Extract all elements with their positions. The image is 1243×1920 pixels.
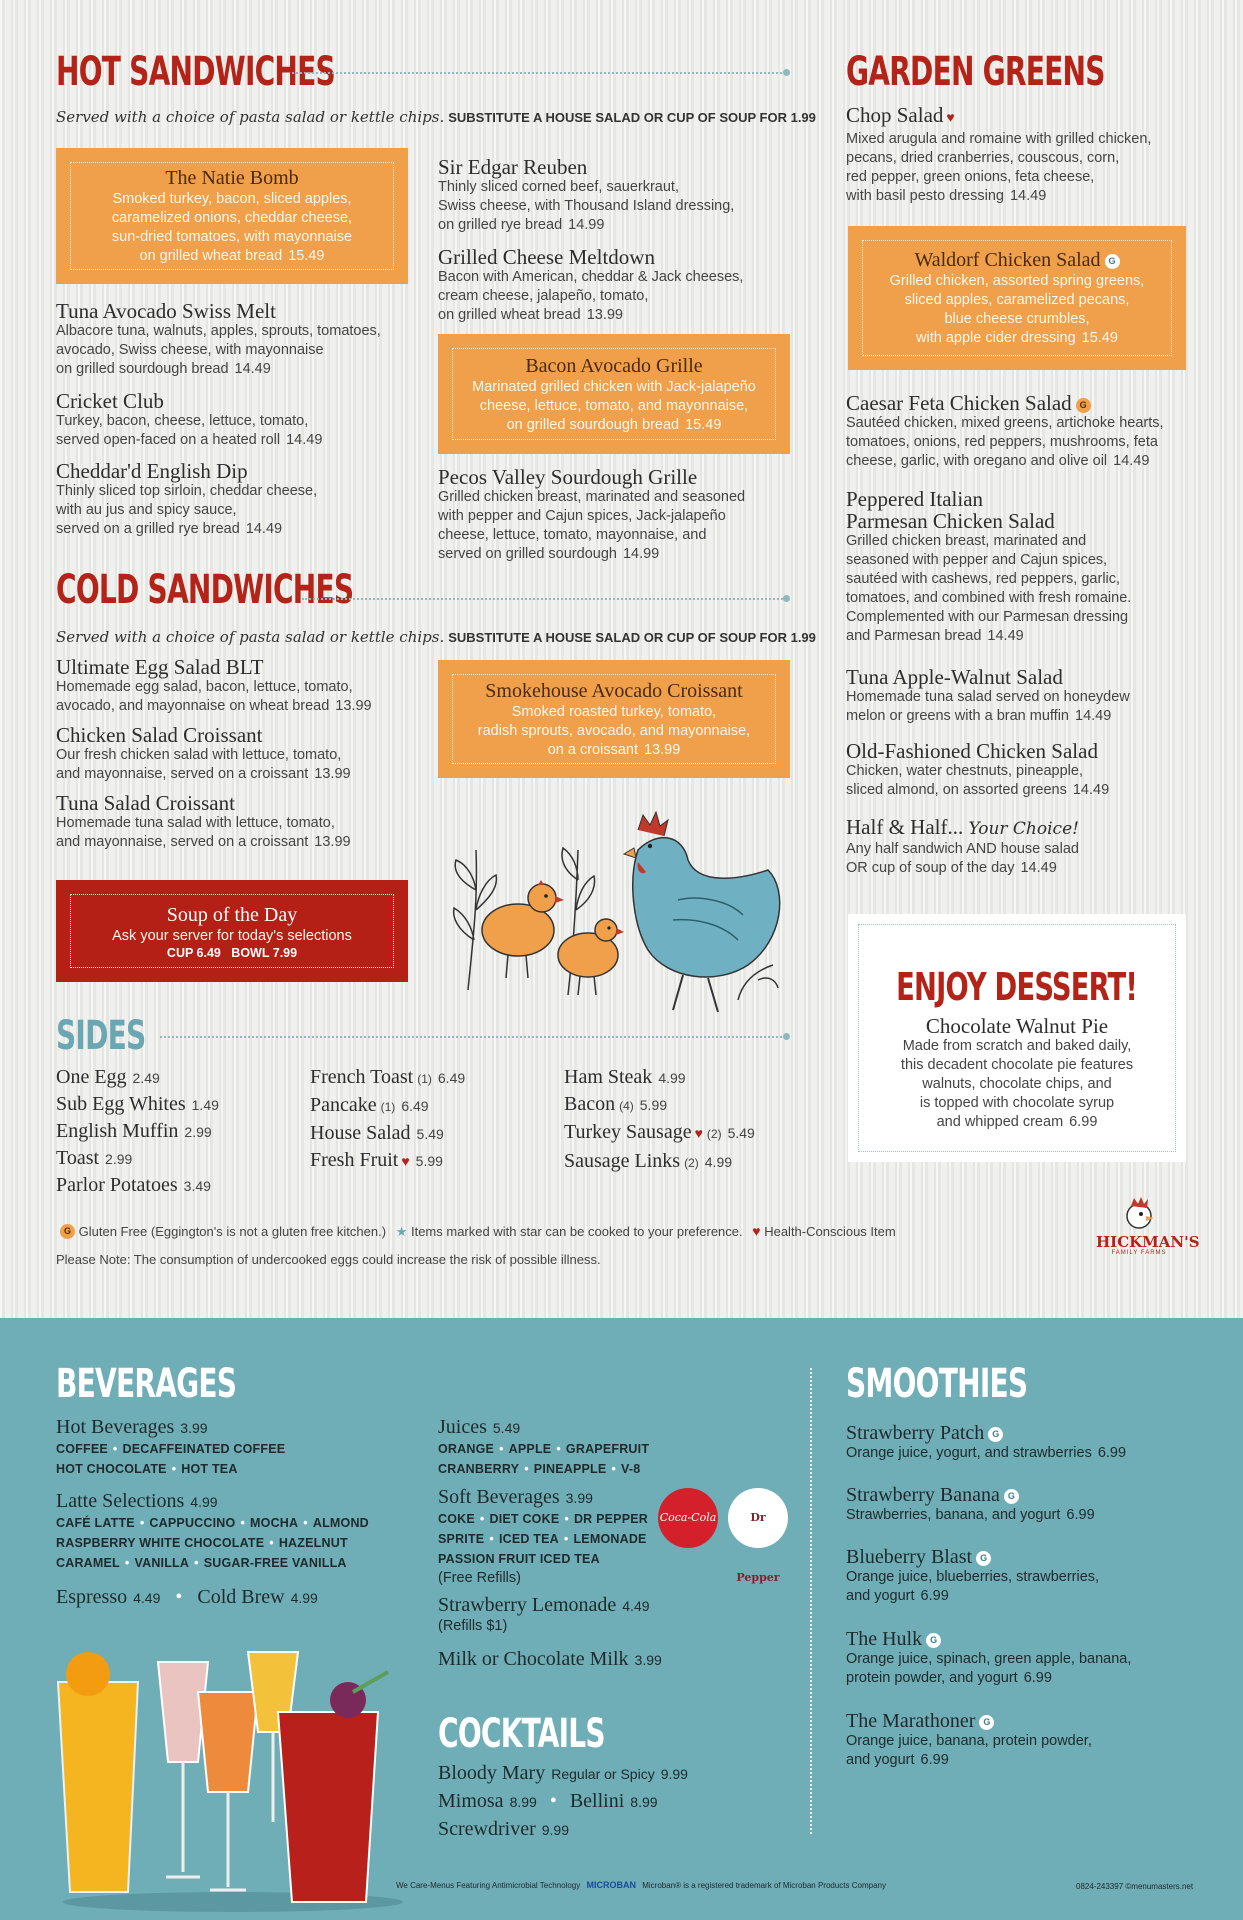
item-desc: Sautéed chicken, mixed greens, artichoke hearts, tomatoes, onions, red peppers, mushrooms, feta cheese, garlic, with oregano and olive oil 14.49 (846, 415, 1164, 469)
sides-col-3 (564, 1064, 755, 1176)
item-name: Blueberry Blast G (846, 1546, 1226, 1568)
side-item: House Salad 5.49 (310, 1122, 444, 1144)
item-desc: Grilled chicken, assorted spring greens, sliced apples, caramelized pecans, blue cheese crumbles, with apple cider dressing 15.49 (889, 273, 1145, 346)
item-desc: Albacore tuna, walnuts, apples, sprouts, tomatoes, avocado, Swiss cheese, with mayonnaise on grilled sourdough bread 14.49 (56, 323, 381, 377)
item-name: Peppered Italian Parmesan Chicken Salad (846, 487, 1055, 533)
item-desc: Smoked roasted turkey, tomato, radish sprouts, avocado, and mayonnaise, on a croissant 13.99 (477, 703, 751, 758)
smoothie-list (846, 1422, 1226, 1772)
served-text: Served with a choice of pasta salad or kettle chips. (56, 108, 445, 126)
rooster-icon (1119, 1196, 1159, 1230)
item-desc: Thinly sliced top sirloin, cheddar cheese, with au jus and spicy sauce, served on a grilled rye bread 14.49 (56, 483, 318, 537)
hot-sandwiches-title: HOT SANDWICHES (56, 49, 335, 95)
item-name: The Marathoner G (846, 1710, 1226, 1732)
gluten-free-icon: G (1076, 398, 1091, 413)
item-name: Grilled Cheese Meltdown (438, 245, 655, 269)
options: COKE • DIET COKE • DR PEPPER (438, 1512, 648, 1526)
item-name: Chocolate Walnut Pie (925, 1014, 1109, 1038)
drinks-photo (48, 1622, 418, 1914)
item-desc: Mixed arugula and romaine with grilled chicken, pecans, dried cranberries, couscous, corn, red pepper, green onions, feta cheese, with basil pesto dressing 14.49 (846, 131, 1152, 204)
gluten-free-icon: G (1105, 254, 1120, 269)
sir-edgar-reuben (438, 156, 818, 235)
hot-served-note (56, 108, 816, 126)
smoothie-item (846, 1628, 1226, 1710)
legend-star: Items marked with star can be cooked to your preference. (410, 1224, 743, 1239)
options: CRANBERRY • PINEAPPLE • V-8 (438, 1462, 641, 1476)
sides-title: SIDES (56, 1013, 146, 1059)
gluten-free-icon: G (976, 1551, 991, 1566)
cricket-club (56, 390, 426, 450)
small-chick-right (558, 919, 624, 995)
item-name: Tuna Avocado Swiss Melt (56, 299, 276, 323)
item-name: Cricket Club (56, 389, 164, 413)
natie-bomb-box (60, 152, 404, 280)
item-desc: Any half sandwich AND house salad OR cup of soup of the day 14.49 (846, 841, 1079, 876)
item-name: Pecos Valley Sourdough Grille (438, 465, 698, 489)
item-name: Latte Selections 4.99 (56, 1490, 218, 1512)
gluten-free-icon: G (926, 1633, 941, 1648)
legend-row (56, 1223, 896, 1240)
hot-beverages (56, 1416, 436, 1479)
item-name: Soup of the Day (166, 903, 298, 926)
side-item: English Muffin 2.99 (56, 1120, 212, 1142)
latte-selections (56, 1490, 436, 1573)
options: CAFÉ LATTE • CAPPUCCINO • MOCHA • ALMOND (56, 1516, 369, 1530)
item-name: Ultimate Egg Salad BLT (56, 655, 264, 679)
soup-prices: CUP 6.49 BOWL 7.99 (166, 945, 298, 960)
item-desc: Homemade egg salad, bacon, lettuce, tomato, avocado, and mayonnaise on wheat bread 13.99 (56, 679, 372, 714)
item-name: Hot Beverages 3.99 (56, 1416, 208, 1438)
item-desc: Chicken, water chestnuts, pineapple, sliced almond, on assorted greens 14.49 (846, 763, 1110, 798)
substitute-text: SUBSTITUTE A HOUSE SALAD OR CUP OF SOUP FOR 1.99 (448, 110, 816, 125)
item-name: Sir Edgar Reuben (438, 155, 588, 179)
chop-salad (846, 104, 1226, 206)
item-name: Strawberry Lemonade 4.49 (438, 1594, 650, 1616)
sides-col-2 (310, 1064, 465, 1176)
hickmans-logo (1096, 1196, 1200, 1256)
side-item: Sub Egg Whites 1.49 (56, 1093, 219, 1115)
gluten-free-icon: G (1004, 1489, 1019, 1504)
logo-subtext: FAMILY FARMS (1111, 1250, 1167, 1256)
espresso-cold-brew: Espresso 4.49 • Cold Brew 4.99 (56, 1586, 318, 1608)
side-item: Bacon (4) 5.99 (564, 1093, 668, 1115)
side-item: Turkey Sausage ♥ (2) 5.49 (564, 1121, 755, 1143)
options: COFFEE • DECAFFEINATED COFFEE (56, 1442, 286, 1456)
legend-heart: Health-Conscious Item (764, 1224, 896, 1239)
gluten-free-icon: G (979, 1715, 994, 1730)
item-name: Tuna Salad Croissant (56, 791, 235, 815)
cheddard-english-dip (56, 460, 426, 539)
options: SPRITE • ICED TEA • LEMONADE (438, 1532, 647, 1546)
options: ORANGE • APPLE • GRAPEFRUIT (438, 1442, 650, 1456)
gluten-free-icon: G (60, 1224, 75, 1239)
grilled-cheese-meltdown (438, 246, 818, 325)
peppered-italian-salad (846, 488, 1236, 646)
bloody-mary: Bloody Mary Regular or Spicy 9.99 (438, 1762, 688, 1784)
old-fashioned-chicken-salad (846, 740, 1236, 800)
substitute-text: SUBSTITUTE A HOUSE SALAD OR CUP OF SOUP FOR 1.99 (448, 630, 816, 645)
item-desc: Orange juice, yogurt, and strawberries 6.99 (846, 1445, 1127, 1461)
egg-salad-blt (56, 656, 426, 716)
logo-text: HICKMAN'S (1096, 1233, 1200, 1251)
waldorf-salad-box (852, 230, 1182, 366)
divider (160, 1036, 786, 1038)
item-name: The Hulk G (846, 1628, 1226, 1650)
chicken-illustration (438, 790, 808, 1020)
item-name: The Natie Bomb (165, 167, 299, 189)
juices (438, 1416, 818, 1479)
tuna-salad-croissant (56, 792, 426, 852)
refill-note: (Free Refills) (438, 1570, 521, 1586)
refill-note: (Refills $1) (438, 1618, 508, 1634)
divider (302, 598, 786, 600)
egg-warning: Please Note: The consumption of undercooked eggs could increase the risk of possible illness. (56, 1252, 601, 1267)
item-desc: Homemade tuna salad with lettuce, tomato, and mayonnaise, served on a croissant 13.99 (56, 815, 351, 850)
dr-pepper-logo: Dr Pepper (728, 1488, 788, 1548)
item-desc: Smoked turkey, bacon, sliced apples, caramelized onions, cheddar cheese, sun-dried tomatoes, with mayonnaise on grilled wheat bread 15.49 (111, 191, 353, 264)
item-name: Bacon Avocado Grille (525, 354, 703, 377)
item-desc: Grilled chicken breast, marinated and seasoned with pepper and Cajun spices, Jack-jalapeño cheese, lettuce, tomato, mayonnaise, and served on grilled sourdough 14.99 (438, 489, 746, 562)
smoothie-item (846, 1422, 1226, 1484)
item-name: Strawberry Banana G (846, 1484, 1226, 1506)
legend-gluten: Gluten Free (Eggington's is not a gluten free kitchen.) (78, 1224, 387, 1239)
item-name: Tuna Apple-Walnut Salad (846, 665, 1063, 689)
star-icon: ★ (395, 1224, 408, 1239)
side-item: Pancake (1) 6.49 (310, 1094, 429, 1116)
pecos-valley-grille (438, 466, 818, 564)
options: RASPBERRY WHITE CHOCOLATE • HAZELNUT (56, 1536, 348, 1550)
microban-footer: We Care-Menus Featuring Antimicrobial Technology MICROBAN Microban® is a registered trademark of Microban Products Company (396, 1880, 886, 1890)
item-desc: Thinly sliced corned beef, sauerkraut, Swiss cheese, with Thousand Island dressing, on grilled rye bread 14.99 (438, 179, 735, 233)
item-desc: Grilled chicken breast, marinated and seasoned with pepper and Cajun spices, sautéed with cashews, red peppers, garlic, tomatoes, and combined with fresh romaine. Complemented with our Parmesan dressing and Parmesan bread 14.49 (846, 533, 1132, 644)
options: PASSION FRUIT ICED TEA (438, 1552, 600, 1566)
garden-greens-title: GARDEN GREENS (846, 49, 1105, 95)
tuna-apple-walnut-salad (846, 666, 1236, 726)
small-chick-left (482, 880, 564, 978)
options: HOT CHOCOLATE • HOT TEA (56, 1462, 238, 1476)
item-name: Half & Half... Your Choice! (846, 815, 1079, 839)
item-desc: Made from scratch and baked daily, this decadent chocolate pie features walnuts, chocolate chips, and is topped with chocolate syrup and whipped cream 6.99 (900, 1038, 1134, 1130)
dessert-title: ENJOY DESSERT! (896, 965, 1138, 1009)
smoothies-title: SMOOTHIES (846, 1361, 1028, 1407)
caesar-feta-salad (846, 392, 1236, 471)
item-name: Cheddar'd English Dip (56, 459, 248, 483)
item-desc: Marinated grilled chicken with Jack-jalapeño cheese, lettuce, tomato, and mayonnaise, on grilled sourdough bread 15.49 (472, 378, 756, 433)
soup-of-the-day-box (60, 884, 404, 978)
coca-cola-logo: Coca-Cola (658, 1488, 718, 1548)
heart-icon: ♥ (694, 1127, 703, 1142)
heart-icon: ♥ (401, 1155, 410, 1170)
cold-sandwiches-title: COLD SANDWICHES (56, 567, 354, 613)
item-desc: Orange juice, banana, protein powder, and yogurt 6.99 (846, 1733, 1092, 1768)
smoothie-item (846, 1484, 1226, 1546)
item-name: Chicken Salad Croissant (56, 723, 263, 747)
cocktails-title: COCKTAILS (438, 1711, 605, 1757)
item-name: Juices 5.49 (438, 1416, 521, 1438)
side-item: Fresh Fruit ♥ 5.99 (310, 1149, 443, 1171)
item-desc: Orange juice, blueberries, strawberries, and yogurt 6.99 (846, 1569, 1100, 1604)
cold-served-note (56, 628, 816, 646)
item-name: Chop Salad ♥ (846, 103, 955, 127)
item-desc: Our fresh chicken salad with lettuce, tomato, and mayonnaise, served on a croissant 13.99 (56, 747, 351, 782)
chicken-salad-croissant (56, 724, 426, 784)
item-desc: Homemade tuna salad served on honeydew melon or greens with a bran muffin 14.49 (846, 689, 1130, 724)
tuna-avocado-melt (56, 300, 426, 379)
item-name: Old-Fashioned Chicken Salad (846, 739, 1098, 763)
options: CARAMEL • VANILLA • SUGAR-FREE VANILLA (56, 1556, 347, 1570)
milk: Milk or Chocolate Milk 3.99 (438, 1648, 662, 1670)
column-divider (810, 1368, 812, 1834)
item-desc: Bacon with American, cheddar & Jack cheeses, cream cheese, jalapeño, tomato, on grilled wheat bread 13.99 (438, 269, 744, 323)
smoothie-item (846, 1710, 1226, 1772)
item-desc: Turkey, bacon, cheese, lettuce, tomato, served open-faced on a heated roll 14.49 (56, 413, 323, 448)
sides-col-1 (56, 1064, 219, 1199)
gluten-free-icon: G (988, 1427, 1003, 1442)
item-name: Smokehouse Avocado Croissant (485, 679, 743, 702)
item-name: Caesar Feta Chicken Salad G (846, 392, 1236, 414)
item-desc: Orange juice, spinach, green apple, banana, protein powder, and yogurt 6.99 (846, 1651, 1132, 1686)
screwdriver: Screwdriver 9.99 (438, 1818, 569, 1840)
side-item: Sausage Links (2) 4.99 (564, 1150, 733, 1172)
menu-code: 0824-243397 ©menumasters.net (1076, 1882, 1194, 1891)
side-item: Ham Steak 4.99 (564, 1066, 686, 1088)
heart-icon: ♥ (946, 111, 955, 126)
divider (292, 72, 786, 74)
dessert-card (848, 914, 1186, 1162)
strawberry-lemonade (438, 1594, 818, 1636)
side-item: One Egg 2.49 (56, 1066, 160, 1088)
heart-icon: ♥ (752, 1223, 761, 1239)
item-desc: Ask your server for today's selections (112, 927, 352, 944)
side-item: Toast 2.99 (56, 1147, 133, 1169)
item-name: Waldorf Chicken Salad G (914, 248, 1119, 272)
smoothie-item (846, 1546, 1226, 1628)
mimosa-bellini: Mimosa 8.99 • Bellini 8.99 (438, 1790, 658, 1812)
item-name: Soft Beverages 3.99 (438, 1486, 593, 1508)
served-text: Served with a choice of pasta salad or kettle chips. (56, 628, 445, 646)
side-item: Parlor Potatoes 3.49 (56, 1174, 211, 1196)
half-and-half (846, 816, 1236, 878)
beverages-title: BEVERAGES (56, 1361, 237, 1407)
smokehouse-croissant-box (442, 664, 786, 774)
item-desc: Strawberries, banana, and yogurt 6.99 (846, 1507, 1095, 1523)
side-item: French Toast (1) 6.49 (310, 1066, 466, 1088)
item-name: Strawberry Patch G (846, 1422, 1226, 1444)
blue-hen (624, 812, 780, 1012)
bacon-avocado-box (442, 338, 786, 450)
soft-beverages (438, 1486, 658, 1588)
